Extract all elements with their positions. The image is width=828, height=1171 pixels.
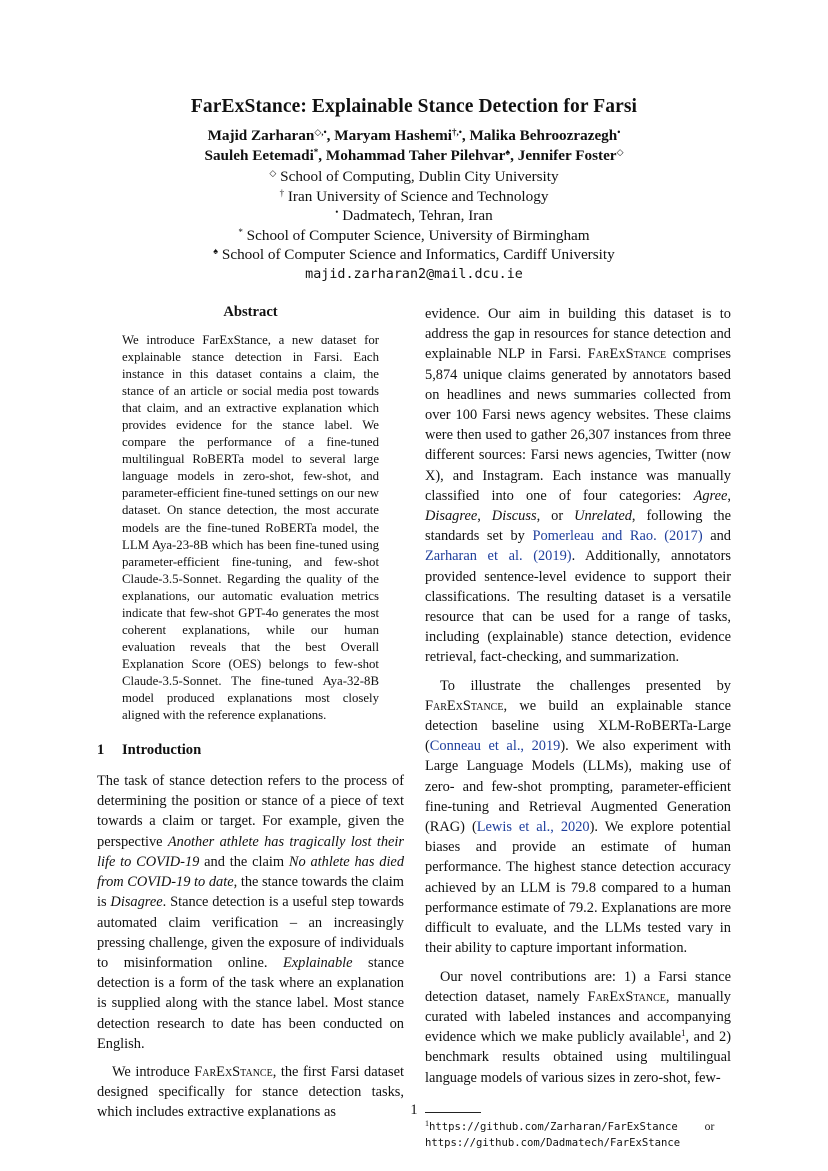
abstract-heading: Abstract [223, 304, 278, 320]
author-line-2: Sauleh Eetemadi*, Mohammad Taher Pilehvar♠, Jennifer Foster◇ [204, 147, 624, 164]
section-number: 1 [97, 742, 105, 759]
affiliation-3: • Dadmatech, Tehran, Iran [335, 207, 493, 225]
affiliation-list [0, 167, 828, 285]
intro-paragraph-5: Our novel contributions are: 1) a Farsi stance detection dataset, namely FarExStance, manually curated with labeled instances and accompanying evidence which we make publicly available$^1$, and 2) benchmark results obtained using multilingual language models of various sizes in zero-shot, few- [425, 968, 731, 1086]
page-number: 1 [410, 1102, 418, 1118]
affiliation-1: ◇ School of Computing, Dublin City University [269, 168, 559, 185]
author-list [0, 126, 828, 166]
intro-paragraph-4: To illustrate the challenges presented by FarExStance, we build an explainable stance detection baseline using XLM-RoBERTa-Large (Conneau et al., 2019). We also experiment with Large Language Models (LLMs), making use of zero- and few-shot prompting, parameter-efficient fine-tuning and Retrieval Augmented Generation (RAG) (Lewis et al., 2020). We explore potential biases and provide an estimate of human performance. The highest stance detection accuracy achieved by an LLM is 79.8 compared to a human performance estimate of 79.2. Explanations are more difficult to evaluate, and the LLMs tested vary in their ability to capture important information. [425, 677, 731, 957]
intro-paragraph-2: We introduce FarExStance, the first Farsi dataset designed specifically for stance detection tasks, which includes extractive explanations as [97, 1063, 404, 1121]
affiliation-2: † Iran University of Science and Technology [279, 187, 549, 205]
affiliation-4: * School of Computer Science, University of Birmingham [238, 226, 590, 244]
right-column [425, 304, 731, 1152]
intro-paragraph-1: The task of stance detection refers to the process of determining the position or stance of a piece of text towards a claim or target. For example, given the perspective Another athlete has tragically lost their life to COVID-19 and the claim No athlete has died from COVID-19 to date, the stance towards the claim is Disagree. Stance detection is a useful step towards automated claim verification – an increasingly pressing challenge, given the exposure of individuals to misinformation online. Explainable stance detection is a form of the task where an explanation is supplied along with the stance label. Most stance detection research to date has been conducted on English. [97, 773, 405, 1052]
footnote-number: 1 [425, 1118, 429, 1128]
footnote-link-2[interactable]: https://github.com/Dadmatech/FarExStance [425, 1137, 681, 1150]
footnote-joiner: or [704, 1119, 715, 1133]
intro-paragraph-3: evidence. Our aim in building this dataset is to address the gap in resources for stance detection and explainable NLP in Farsi. FarExStance comprises 5,874 unique claims generated by annotators based on headlines and news summaries collected from over 100 Farsi news agency websites. These claims were then used to gather 26,307 instances from three different sources: Farsi news agencies, Twitter (now X), and Instagram. Each instance was manually classified into one of four categories: Agree, Disagree, Discuss, or Unrelated, following the standards set by Pomerleau and Rao. (2017) and Zarharan et al. (2019). Additionally, annotators provided sentence-level evidence to support their classifications. The resulting dataset is a versatile resource that can be used for a range of tasks, including (explainable) stance detection, evidence retrieval, fact-checking, and summarization. [425, 306, 731, 666]
footnote-link-1[interactable]: https://github.com/Zarharan/FarExStance [429, 1120, 678, 1133]
paper-title: FarExStance: Explainable Stance Detection for Farsi [190, 96, 638, 117]
left-column [97, 304, 404, 1123]
affiliation-5: ♠ School of Computer Science and Informatics, Cardiff University [213, 246, 615, 264]
section-title: Introduction [122, 742, 202, 759]
author-line-1: Majid Zarharan◇,•, Maryam Hashemi†,•, Malika Behroozrazegh• [207, 127, 621, 144]
contact-email[interactable]: majid.zarharan2@mail.dcu.ie [305, 266, 523, 282]
section-heading-introduction [97, 742, 404, 759]
abstract-text: We introduce FarExStance, a new dataset for explainable stance detection in Farsi. Each instance in this dataset contains a claim, the stance of an article or social media post towards that claim, and an extractive explanation which provides evidence for the stance label. We compare the performance of a fine-tuned multilingual RoBERTa model to several large language models in zero-shot, few-shot, and parameter-efficient fine-tuned settings on our new dataset. On stance detection, the most accurate models are the fine-tuned RoBERTa model, the LLM Aya-23-8B which has been fine-tuned using parameter-efficient fine-tuning, and few-shot Claude-3.5-Sonnet. Regarding the quality of the explanations, our automatic evaluation metrics indicate that few-shot GPT-4o generates the most coherent explanations, while our human evaluation reveals that the best Overall Explanation Score (OES) belongs to few-shot Claude-3.5-Sonnet. The fine-tuned Aya-32-8B model produced explanations most closely aligned with the reference explanations. [122, 333, 379, 723]
footnote-1 [425, 1119, 731, 1152]
